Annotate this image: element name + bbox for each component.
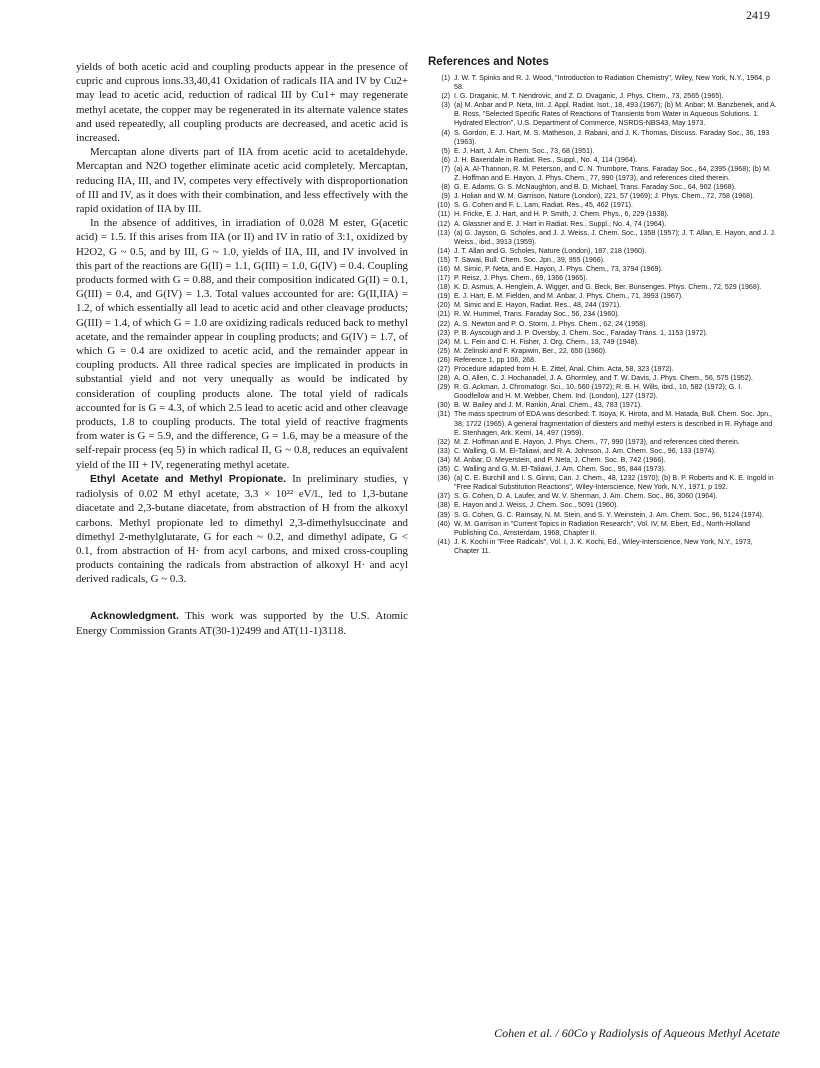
reference-text: A. Glassner and E. J. Hart in Radiat. Res., Suppl., No. 4, 74 (1964). [454, 219, 667, 228]
reference-text: M. L. Fein and C. H. Fisher, J. Org. Chem., 13, 749 (1948). [454, 337, 639, 346]
page-number: 2419 [746, 8, 770, 22]
reference-text: Procedure adapted from H. E. Zittel, Anal. Chim. Acta, 58, 323 (1972). [454, 365, 674, 373]
reference-text: M. Anbar, D. Meyerstein, and P. Neta, J. Chem. Soc. B, 742 (1966). [454, 455, 666, 464]
references-column [428, 56, 778, 556]
reference-number: (20) [437, 301, 450, 310]
references-heading: References and Notes [428, 56, 549, 68]
section-text: In preliminary studies, γ radiolysis of 0.02 M ethyl acetate, 3.3 × 10²² eV/l., led to 1,3-butane diacetate and 2,3-butane diacetate, from abstraction of H from the alkoxyl carbons. Methyl propionate led to dimethyl 2,3-dimethylsuccinate and dimethyl 2-methylglutarate, G for each ~ 0.2, and dimethyl adipate, G < 0.1, from abstraction of H· from acyl carbons, and mixed cross-coupling products containing the radicals from abstraction of alkoxyl H· and acyl derived radicals, G ~ 0.3. [76, 472, 408, 586]
running-footer: Cohen et al. / 60Co γ Radiolysis of Aqueous Methyl Acetate [494, 1026, 780, 1040]
reference-number: (8) [441, 183, 450, 192]
reference-item [428, 101, 778, 128]
reference-item [428, 165, 778, 183]
reference-number: (39) [437, 510, 450, 519]
reference-number: (18) [437, 283, 450, 292]
reference-number: (9) [441, 192, 450, 201]
reference-item [428, 156, 778, 165]
reference-text: C. Walling and G. M. El-Taliawi, J. Am. Chem. Soc., 95, 844 (1973). [454, 465, 666, 474]
reference-number: (14) [437, 246, 450, 255]
reference-text: R. G. Ackman, J. Chromatogr. Sci., 10, 560 (1972); R. B. H. Wills, ibid., 10, 582 (1972); G. I. Goodfellow and H. M. Webber, Chem. Ind. (London), 127 (1972). [454, 383, 743, 401]
reference-item [428, 265, 778, 274]
reference-text: P. Reisz, J. Phys. Chem., 69, 1366 (1965). [454, 274, 588, 283]
references-list [428, 74, 778, 556]
reference-item [428, 456, 778, 465]
reference-text: H. Fricke, E. J. Hart, and H. P. Smith, J. Chem. Phys., 6, 229 (1938). [454, 210, 669, 219]
reference-text: (a) A. Al-Thannon, R. M. Peterson, and C. N. Trumbore, Trans. Faraday Soc., 64, 2395 (1968); (b) M. Z. Hoffman and E. Hayon, J. Phys. Chem., 77, 990 (1973), and references cited therein. [454, 164, 771, 183]
reference-item [428, 356, 778, 365]
reference-text: C. Walling, G. M. El-Taliawi, and R. A. Johnson, J. Am. Chem. Soc., 96, 133 (1974). [454, 446, 716, 455]
reference-text: A. S. Newton and P. O. Storm, J. Phys. Chem., 62, 24 (1958). [454, 319, 648, 328]
reference-number: (30) [437, 401, 450, 410]
reference-text: R. W. Hummel, Trans. Faraday Soc., 56, 234 (1960). [454, 310, 620, 319]
reference-item [428, 292, 778, 301]
reference-text: A. O. Allen, C. J. Hochanadel, J. A. Ghormley, and T. W. Davis, J. Phys. Chem., 56, 575 (1952). [454, 374, 753, 383]
reference-number: (13) [437, 228, 450, 237]
reference-item [428, 283, 778, 292]
reference-text: M. Simic, P. Neta, and E. Hayon, J. Phys. Chem., 73, 3794 (1969). [454, 264, 663, 273]
reference-item [428, 410, 778, 437]
reference-item [428, 383, 778, 401]
reference-number: (25) [437, 346, 450, 355]
reference-text: M. Simic and E. Hayon, Radiat. Res., 48, 244 (1971). [454, 301, 622, 310]
acknowledgment [76, 609, 408, 638]
body-paragraph: yields of both acetic acid and coupling products appear in the presence of cupric and cuprous ions.33,40,41 Oxidation of radicals IIA and IV by Cu2+ may lead to acetic acid, reduction of radical III by Cu1+ may regenerate methyl acetate, the copper may be regenerated in its alternate valence states and used repeatedly, all coupling products are decreased, and acetic acid is increased. [76, 61, 408, 145]
reference-text: E. J. Hart, E. M. Fielden, and M. Anbar, J. Phys. Chem., 71, 3993 (1967). [454, 292, 684, 301]
reference-number: (10) [437, 201, 450, 210]
reference-item [428, 320, 778, 329]
reference-number: (6) [441, 155, 450, 164]
reference-item [428, 492, 778, 501]
reference-item [428, 201, 778, 210]
reference-item [428, 229, 778, 247]
reference-item [428, 501, 778, 510]
reference-item [428, 256, 778, 265]
reference-item [428, 210, 778, 219]
reference-item [428, 374, 778, 383]
reference-item [428, 447, 778, 456]
ethyl-acetate-section [76, 472, 408, 587]
reference-number: (26) [437, 355, 450, 364]
reference-text: Reference 1, pp 106, 268. [454, 355, 537, 364]
reference-text: K. D. Asmus, A. Henglein, A. Wigger, and G. Beck, Ber. Bunsenges. Phys. Chem., 72, 529 (1968). [454, 283, 762, 292]
reference-number: (28) [437, 374, 450, 383]
reference-item [428, 220, 778, 229]
body-column [76, 60, 408, 638]
reference-text: T. Sawai, Bull. Chem. Soc. Jpn., 39, 955 (1966). [454, 255, 606, 264]
reference-item [428, 147, 778, 156]
reference-item [428, 274, 778, 283]
reference-item [428, 438, 778, 447]
reference-number: (7) [441, 164, 450, 173]
reference-text: E. J. Hart, J. Am. Chem. Soc., 73, 68 (1951). [454, 146, 595, 155]
reference-number: (19) [437, 292, 450, 301]
reference-text: I. G. Draganic, M. T. Nendrovic, and Z. D. Dvaganic, J. Phys. Chem., 73, 2565 (1965). [454, 92, 724, 101]
reference-text: G. E. Adams, G. S. McNaughton, and B. D. Michael, Trans. Faraday Soc., 64, 902 (1968). [454, 183, 736, 192]
reference-text: J. K. Kochi in "Free Radicals", Vol. I, J. K. Kochi, Ed., Wiley-Interscience, New York, N.Y., 1973, Chapter 11. [454, 537, 753, 555]
reference-text: W. M. Garrison in "Current Topics in Radiation Research", Vol. IV, M. Ebert, Ed., North-Holland Publishing Co., Amsterdam, 1968, Chapter II. [454, 519, 751, 537]
reference-number: (3) [441, 101, 450, 110]
reference-number: (27) [437, 365, 450, 373]
reference-item [428, 338, 778, 347]
reference-text: (a) C. E. Burchill and I. S. Ginns, Can. J. Chem., 48, 1232 (1970); (b) B. P. Roberts and K. E. Ingold in "Free Radical Substitution Reactions", Wiley-Interscience, New York, N.Y., 1971, p 192. [454, 474, 774, 492]
reference-number: (4) [441, 128, 450, 137]
reference-number: (41) [437, 537, 450, 546]
reference-number: (35) [437, 465, 450, 474]
reference-item [428, 511, 778, 520]
reference-number: (15) [437, 255, 450, 264]
reference-text: E. Hayon and J. Weiss, J. Chem. Soc., 5091 (1960). [454, 501, 619, 510]
reference-number: (21) [437, 310, 450, 319]
reference-text: (a) G. Jayson, G. Scholes, and J. J. Weiss, J. Chem. Soc., 1358 (1957); J. T. Allan, E. Hayon, and J. J. Weiss., ibid., 3913 (1959). [454, 228, 776, 246]
reference-item [428, 329, 778, 338]
reference-text: J. W. T. Spinks and R. J. Wood, "Introduction to Radiation Chemistry", Wiley, New York, N.Y., 1964, p 58. [454, 74, 770, 92]
reference-item [428, 347, 778, 356]
reference-item [428, 401, 778, 410]
reference-item [428, 92, 778, 101]
reference-text: J. T. Allan and G. Scholes, Nature (London), 187, 218 (1960). [454, 246, 647, 255]
reference-item [428, 301, 778, 310]
reference-number: (33) [437, 446, 450, 455]
reference-number: (31) [437, 410, 450, 419]
reference-text: B. W. Bailey and J. M. Rankin, Anal. Chem., 43, 783 (1971). [454, 401, 643, 410]
reference-item [428, 474, 778, 492]
reference-text: S. G. Cohen, D. A. Laufer, and W. V. Sherman, J. Am. Chem. Soc., 86, 3060 (1964). [454, 492, 718, 501]
reference-item [428, 183, 778, 192]
body-paragraph: Mercaptan alone diverts part of IIA from acetic acid to acetaldehyde. Mercaptan and N2O together eliminate acetic acid completely. Mercaptan, reducing IIA, III, and IV, competes very effectively with disproportionation of III and IV, as it does with their combination, and less effectively with the rapid oxidation of IIA by III. [76, 146, 408, 216]
reference-text: S. Gordon, E. J. Hart, M. S. Matheson, J. Rabani, and J. K. Thomas, Discuss. Faraday Soc., 36, 193 (1963). [454, 128, 770, 146]
reference-number: (37) [437, 492, 450, 501]
reference-number: (1) [441, 74, 450, 82]
reference-item [428, 247, 778, 256]
reference-text: J. Holian and W. M. Garrison, Nature (London), 221, 57 (1969); J. Phys. Chem., 72, 758 (1968). [454, 192, 755, 201]
reference-item [428, 520, 778, 538]
reference-number: (38) [437, 501, 450, 510]
reference-text: M. Z. Hoffman and E. Hayon, J. Phys. Chem., 77, 990 (1973), and references cited therein. [454, 437, 740, 446]
reference-text: S. G. Cohen and F. L. Lam, Radiat. Res., 45, 462 (1971). [454, 201, 634, 210]
acknowledgment-heading: Acknowledgment. [90, 610, 179, 622]
reference-text: S. G. Cohen, G. C. Ramsay, N. M. Stein, and S. Y. Weinstein, J. Am. Chem. Soc., 96, 5124 (1974). [454, 510, 764, 519]
reference-number: (24) [437, 337, 450, 346]
section-run-in-heading: Ethyl Acetate and Methyl Propionate. [90, 473, 287, 485]
reference-number: (22) [437, 319, 450, 328]
reference-number: (11) [437, 210, 450, 219]
reference-item [428, 74, 778, 92]
body-paragraph: In the absence of additives, in irradiation of 0.028 M ester, G(acetic acid) = 1.5. If this arises from IIA (or II) and IV in ratio of 3:1, oxidized by H2O2, G ~ 0.5, and by III, G ~ 1.0, yields of IIA, III, and IV involved in this part of the reactions are G(II) = 1.1, G(III) = 1.0, G(IV) = 0.4. Coupling products formed with G = 0.88, and their composition indicated G(II) = 0.1, G(III) = 0.4, and G(IV) = 1.3. Total values accounted for are: G(II,IIA) = 1.2, of which essentially all lead to acetic acid and other cleavage products; G(III) = 1.4, of which G = 1.0 are oxidizing radicals reduced back to methyl acetate, and the remainder appear in coupling products; and G(IV) = 1.7, of which G = 0.4 are oxidized to acetic acid, and the remainder appear in coupling products. All three radical species are implicated in products in substantial yield and not very unequally as would be indicated by consideration of coupling products alone. The total yield of radicals accounted for is G = 4.3, of which 2.5 lead to acetic acid and other cleavage products, 1.8 to coupling products. The total yield of reactive fragments from water is G = 5.9, and the difference, G = 1.6, may be a measure of the self-repair process (eq 5) in which radical II, G ~ 0.8, reduces an equivalent yield of the III + IV, regenerating methyl acetate. [76, 217, 408, 471]
reference-number: (36) [437, 474, 450, 483]
reference-item [428, 129, 778, 147]
reference-number: (29) [437, 383, 450, 392]
reference-text: (a) M. Anbar and P. Neta, Int. J. Appl. Radiat. Isot., 18, 493 (1967); (b) M. Anbar; M. Banzbenek, and A. B. Ross, "Selected Specific Rates of Reactions of Transients from Water in Aqueous Solutions. 1. Hydrated Electron", U.S. Department of Commerce, NSRDS-NBS43, May 1973. [454, 101, 777, 128]
reference-text: M. Zelinski and F. Krapiwin, Ber., 22, 650 (1960). [454, 346, 607, 355]
reference-number: (5) [441, 146, 450, 155]
reference-item [428, 465, 778, 474]
reference-number: (2) [441, 92, 450, 101]
reference-number: (16) [437, 264, 450, 273]
reference-number: (40) [437, 519, 450, 528]
reference-number: (12) [437, 219, 450, 228]
reference-item [428, 310, 778, 319]
reference-number: (32) [437, 437, 450, 446]
reference-text: The mass spectrum of EDA was described: T. Isoya, K. Hirota, and M. Hatada, Bull. Chem. Soc. Jpn., 38, 1722 (1965). A general fragmentation of diesters and methyl esters is described in R. Ryhage and E. Stenhagen, Ark. Kemi, 14, 497 (1959). [454, 410, 773, 437]
reference-number: (23) [437, 328, 450, 337]
reference-item [428, 365, 778, 374]
reference-item [428, 192, 778, 201]
reference-item [428, 538, 778, 556]
reference-text: P. B. Ayscough and J. P. Oversby, J. Chem. Soc., Faraday Trans. 1, 1153 (1972). [454, 328, 708, 337]
reference-number: (17) [437, 274, 450, 283]
reference-number: (34) [437, 455, 450, 464]
reference-text: J. H. Baxendale in Radiat. Res., Suppl., No. 4, 114 (1964). [454, 155, 638, 164]
acknowledgment-text: This work was supported by the U.S. Atomic Energy Commission Grants AT(30-1)2499 and AT(11-1)3118. [76, 609, 408, 637]
